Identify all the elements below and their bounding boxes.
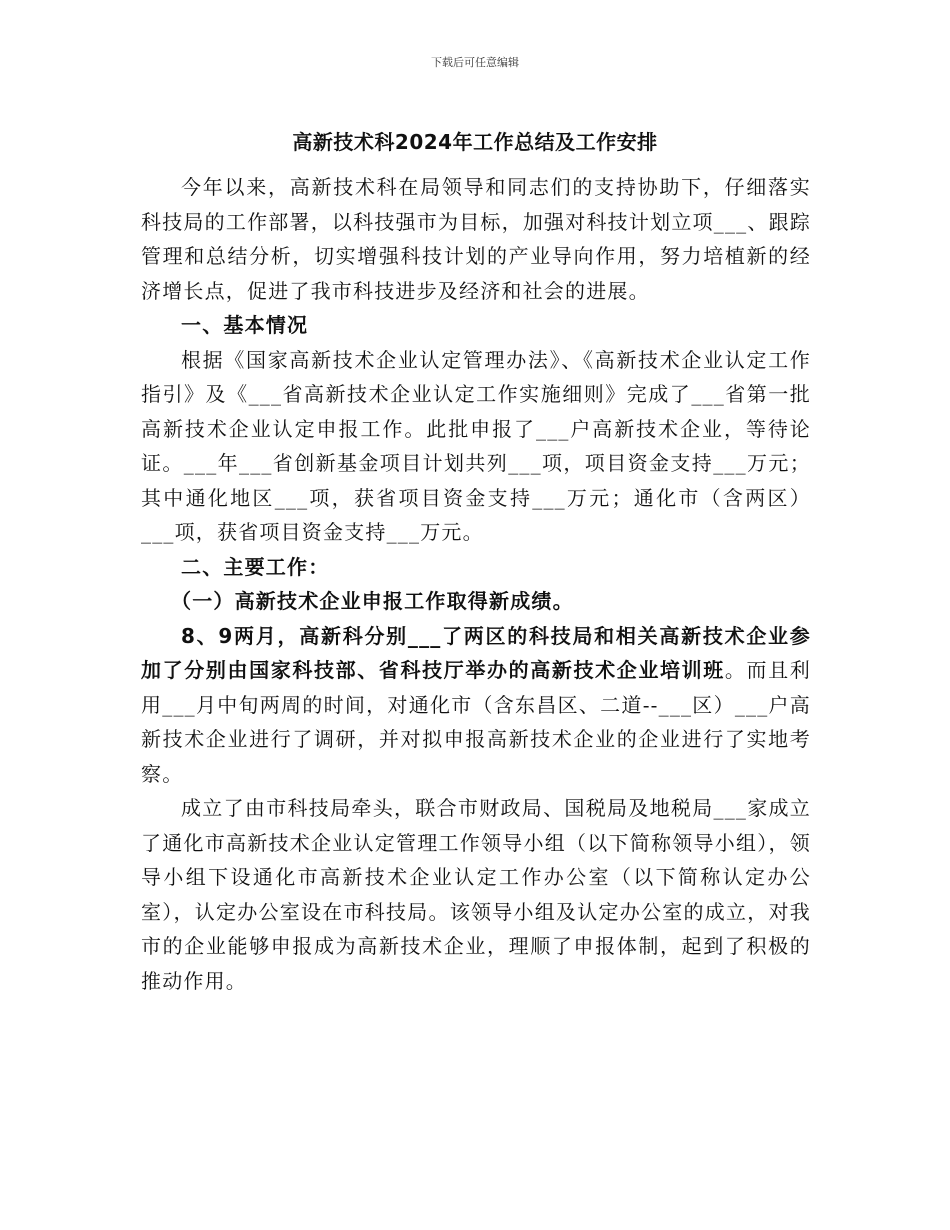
section2-heading: 二、主要工作： <box>181 554 330 579</box>
intro-paragraph: 今年以来，高新技术科在局领导和同志们的支持协助下，仔细落实科技局的工作部署，以科技强市为目标，加强对科技计划立项___、跟踪管理和总结分析，切实增强科技计划的产业导向作用，努力培植新的经济增长点，促进了我市科技进步及经济和社会的进展。 <box>141 175 811 303</box>
document-title: 高新技术科2024年工作总结及工作安排 <box>292 130 658 154</box>
section1-heading: 一、基本情况 <box>181 313 309 337</box>
paragraph-normal-run: 。而且利用___月中旬两周的时间，对通化市（含东昌区、二道--___区）___户高新技术企业进行了调研，并对拟申报高新技术企业的企业进行了实地考察。 <box>141 658 811 786</box>
document-body <box>141 170 811 998</box>
subsection1-paragraph-2: 成立了由市科技局牵头，联合市财政局、国税局及地税局___家成立了通化市高新技术企业认定管理工作领导小组（以下简称领导小组），领导小组下设通化市高新技术企业认定工作办公室（以下简称认定办公室），认定办公室设在市科技局。该领导小组及认定办公室的成立，对我市的企业能够申报成为高新技术企业，理顺了申报体制，起到了积极的推动作用。 <box>141 796 811 993</box>
subsection1-paragraph-1 <box>141 619 811 792</box>
subsection1-heading: （一）高新技术企业申报工作取得新成绩。 <box>171 589 574 613</box>
paragraph-bold-run: 8、9两月，高新科分别___了两区的科技局和相关高新技术企业参加了分别由国家科技部、省科技厅举办的高新技术企业培训班 <box>141 623 811 682</box>
section1-paragraph: 根据《国家高新技术企业认定管理办法》、《高新技术企业认定工作指引》及《___省高新技术企业认定工作实施细则》完成了___省第一批高新技术企业认定申报工作。此批申报了___户高新技术企业，等待论证。___年___省创新基金项目计划共列___项，项目资金支持___万元；其中通化地区___项，获省项目资金支持___万元；通化市（含两区）___项，获省项目资金支持___万元。 <box>141 347 811 544</box>
header-note: 下载后可任意编辑 <box>431 56 519 69</box>
